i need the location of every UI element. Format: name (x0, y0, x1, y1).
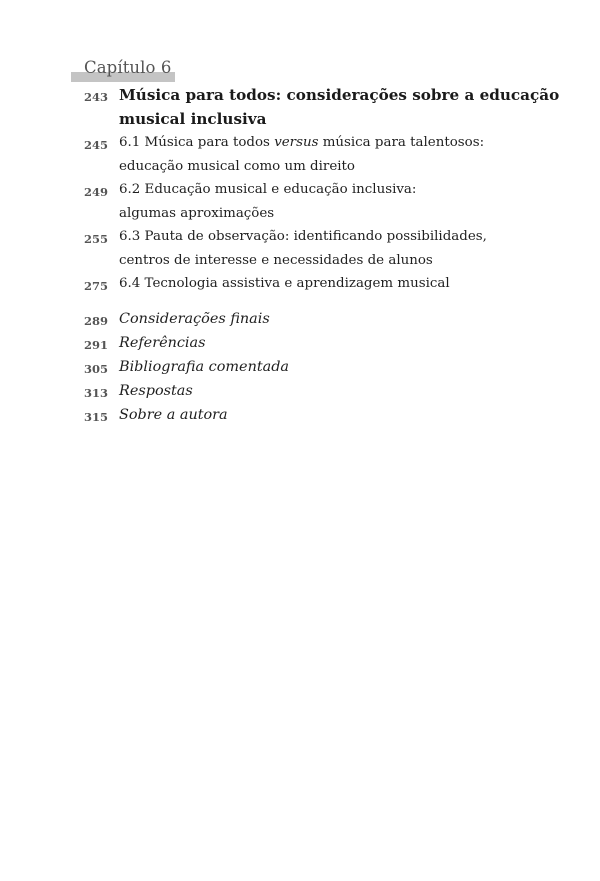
section-title-line-1: 6.3 Pauta de observação: identificando possibilidades, (119, 229, 487, 244)
section-title-line-1 (119, 131, 519, 155)
section-title (119, 178, 519, 226)
back-matter-title: Considerações finais (119, 311, 270, 327)
back-matter-title: Sobre a autora (119, 407, 228, 423)
toc-page-number: 313 (84, 386, 109, 400)
chapter-label: Capítulo 6 (84, 58, 172, 77)
chapter-title-line-1: Música para todos: considerações sobre a educação (119, 86, 560, 104)
section-title-prefix: 6.1 Música para todos (119, 135, 275, 150)
section-title (119, 131, 519, 179)
chapter-title-line-2: musical inclusiva (119, 110, 267, 128)
section-title (119, 272, 519, 296)
section-title-line-2: algumas aproximações (119, 206, 275, 221)
section-title (119, 225, 519, 273)
chapter-heading (71, 58, 175, 82)
back-matter-title: Bibliografia comentada (119, 359, 289, 375)
toc-page-number: 289 (84, 314, 109, 328)
section-title-suffix: música para talentosos: (318, 135, 485, 150)
chapter-title (119, 83, 560, 131)
section-title-line-1: 6.2 Educação musical e educação inclusiva: (119, 182, 417, 197)
toc-page-number: 249 (84, 185, 109, 199)
toc-page-number: 305 (84, 362, 109, 376)
section-title-line-1: 6.4 Tecnologia assistiva e aprendizagem musical (119, 276, 450, 291)
toc-page-number: 245 (84, 138, 109, 152)
back-matter-title: Referências (119, 335, 206, 351)
toc-page-number: 291 (84, 338, 109, 352)
toc-page-number: 275 (84, 279, 109, 293)
back-matter-title: Respostas (119, 383, 193, 399)
section-title-line-2: educação musical como um direito (119, 159, 355, 174)
toc-page-number: 255 (84, 232, 109, 246)
toc-page-number: 243 (84, 90, 109, 104)
toc-page-number: 315 (84, 410, 109, 424)
section-title-line-2: centros de interesse e necessidades de alunos (119, 253, 433, 268)
section-title-emphasis: versus (274, 135, 319, 150)
